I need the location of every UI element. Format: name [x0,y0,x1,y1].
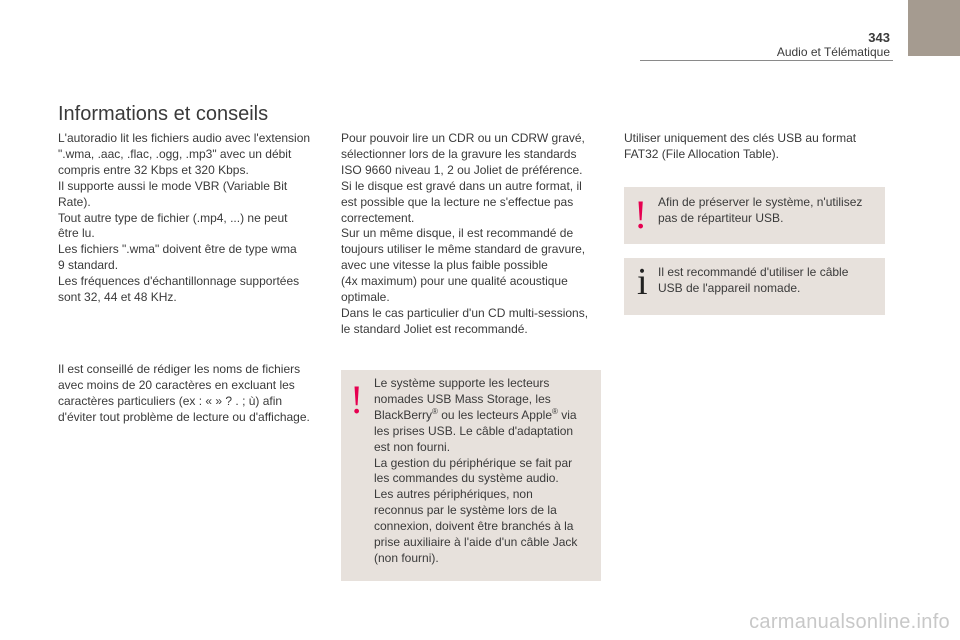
usb-support-warning-text [374,376,599,567]
warning-line-3c: via [557,407,577,422]
warning-line-1: Le système supporte les lecteurs [374,376,550,390]
page-number: 343 [868,30,890,45]
info-icon: i [637,261,648,303]
usb-splitter-warning-box [624,187,885,244]
warning-line-2: nomades USB Mass Storage, les [374,391,551,406]
registered-mark-2: ® [552,406,558,416]
usb-support-warning-box [341,370,601,581]
col3-paragraph-1: Utiliser uniquement des clés USB au format FAT32 (File Allocation Table). [624,131,857,161]
cable-info-box [624,258,885,315]
watermark: carmanualsonline.info [749,611,950,633]
warning-rest: les prises USB. Le câble d'adaptation est non fourni. La gestion du périphérique se fait par les commandes du système audio. Les autres périphériques, non reconnus par le système lors de la connexion, doivent être branchés à la prise auxiliaire à l'aide d'un câble Jack (non fourni). [374,423,578,565]
corner-tab [908,0,960,56]
col1-paragraph-2: Il est conseillé de rédiger les noms de fichiers avec moins de 20 caractères en excluant les caractères particuliers (ex : « » ? . ; ù) afin d'éviter tout problème de lecture ou d'affichage. [58,362,310,424]
warning-icon: ! [634,192,648,237]
col1-paragraph-1: L'autoradio lit les fichiers audio avec l'extension ".wma, .aac, .flac, .ogg, .mp3" avec un débit compris entre 32 Kbps et 320 Kbps. Il supporte aussi le mode VBR (Variable Bit Rate). Tout autre type de fichier (.mp4, ...) ne peut être lu. Les fichiers ".wma" doivent être de type wma 9 standard. Les fréquences d'échantillonnage supportées sont 32, 44 et 48 KHz. [58,131,311,305]
registered-mark-1: ® [432,406,438,416]
header-rule [640,60,893,61]
cable-info-text: Il est recommandé d'utiliser le câble USB de l'appareil nomade. [658,265,849,295]
warning-icon: ! [350,377,364,422]
warning-line-3a: BlackBerry [374,407,433,422]
warning-line-3b: ou les lecteurs Apple [437,407,552,422]
usb-splitter-warning-text: Afin de préserver le système, n'utilisez pas de répartiteur USB. [658,195,863,225]
col2-paragraph-1: Pour pouvoir lire un CDR ou un CDRW gravé, sélectionner lors de la gravure les standards ISO 9660 niveau 1, 2 ou Joliet de préférence. Si le disque est gravé dans un autre format, il est possible que la lecture ne s'effectue pas correctement. Sur un même disque, il est recommandé de toujours utiliser le même standard de gravure, avec une vitesse la plus faible possible (4x maximum) pour une qualité acoustique optimale. Dans le cas particulier d'un CD multi-sessions, le standard Joliet est recommandé. [341,131,589,336]
section-name: Audio et Télématique [776,45,890,59]
page-title: Informations et conseils [58,103,269,125]
